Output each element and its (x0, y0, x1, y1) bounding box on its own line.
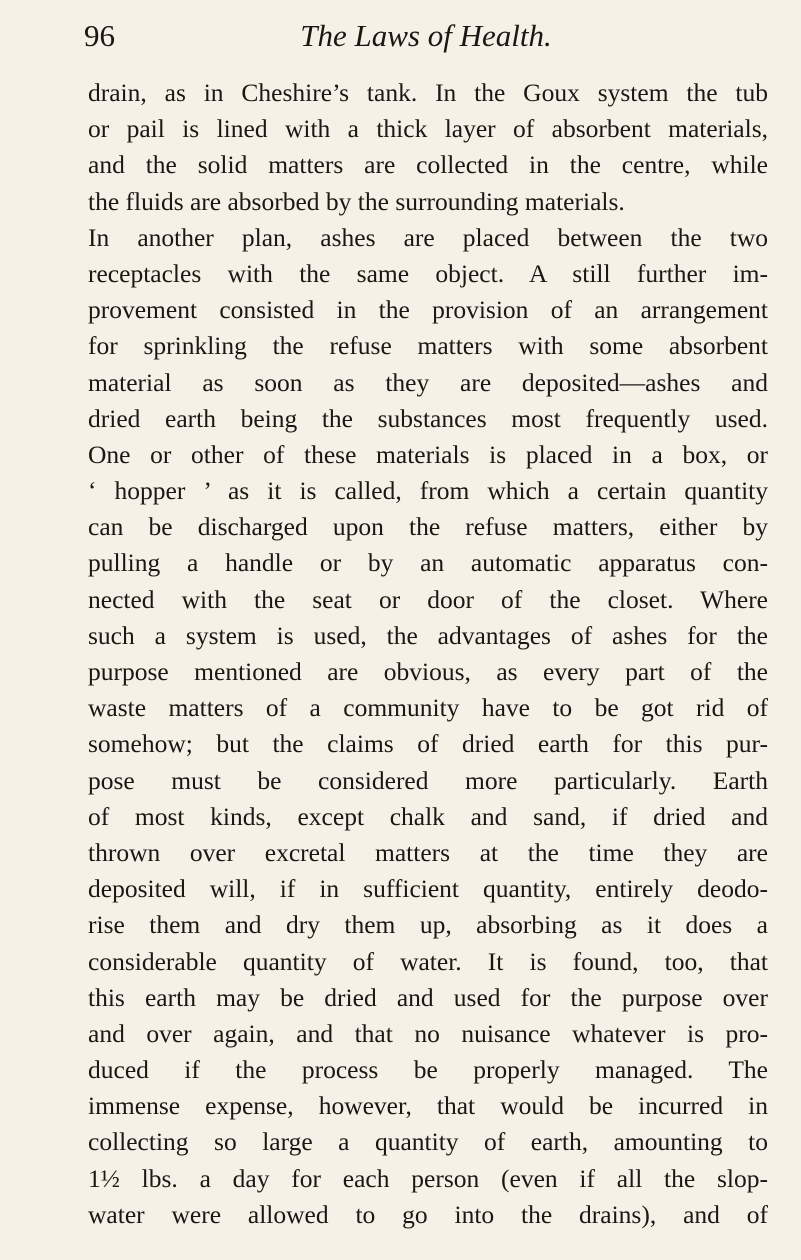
running-title: The Laws of Health. (300, 18, 552, 53)
text-line: of most kinds, except chalk and sand, if dried and (88, 801, 768, 831)
text-line: pulling a handle or by an automatic apparatus con- (88, 548, 768, 578)
text-line: dried earth being the substances most frequently used. (88, 403, 768, 433)
text-line: waste matters of a community have to be got rid of (88, 693, 768, 723)
text-line: provement consisted in the provision of an arrangement (88, 295, 768, 325)
text-line: the fluids are absorbed by the surrounding materials. (88, 186, 625, 216)
page-number: 96 (84, 18, 115, 53)
text-line: drain, as in Cheshire’s tank. In the Goux system the tub (88, 78, 768, 107)
text-line: material as soon as they are deposited—ashes and (88, 367, 768, 397)
body-text (88, 75, 768, 1233)
text-line: or pail is lined with a thick layer of absorbent materials, (88, 114, 768, 144)
text-line: One or other of these materials is placed in a box, or (88, 439, 768, 469)
text-line: receptacles with the same object. A still further im- (88, 258, 768, 288)
text-line: purpose mentioned are obvious, as every part of the (88, 657, 768, 686)
text-line: for sprinkling the refuse matters with some absorbent (88, 331, 768, 361)
text-line: duced if the process be properly managed. The (88, 1055, 768, 1085)
text-line: immense expense, however, that would be incurred in (88, 1091, 768, 1121)
text-line: and over again, and that no nuisance whatever is pro- (88, 1018, 768, 1048)
text-line: deposited will, if in sufficient quantity, entirely deodo- (88, 874, 768, 904)
text-line: pose must be considered more particularly. Earth (88, 765, 768, 795)
text-line: such a system is used, the advantages of ashes for the (88, 620, 768, 650)
text-line: considerable quantity of water. It is found, too, that (88, 946, 768, 976)
text-line: this earth may be dried and used for the purpose over (88, 982, 768, 1012)
running-head (84, 14, 768, 58)
text-line: 1½ lbs. a day for each person (even if all the slop- (88, 1163, 768, 1193)
text-line: can be discharged upon the refuse matters, either by (88, 512, 768, 542)
text-line: collecting so large a quantity of earth, amounting to (88, 1127, 768, 1157)
text-line: ‘ hopper ’ as it is called, from which a certain quantity (88, 476, 768, 506)
text-line: rise them and dry them up, absorbing as it does a (88, 910, 768, 940)
text-line: In another plan, ashes are placed between the two (88, 222, 768, 252)
text-line: and the solid matters are collected in the centre, while (88, 150, 768, 180)
text-line: water were allowed to go into the drains), and of (88, 1199, 768, 1229)
text-line: thrown over excretal matters at the time they are (88, 837, 768, 867)
text-line: somehow; but the claims of dried earth for this pur- (88, 729, 768, 759)
text-line: nected with the seat or door of the closet. Where (88, 584, 768, 614)
